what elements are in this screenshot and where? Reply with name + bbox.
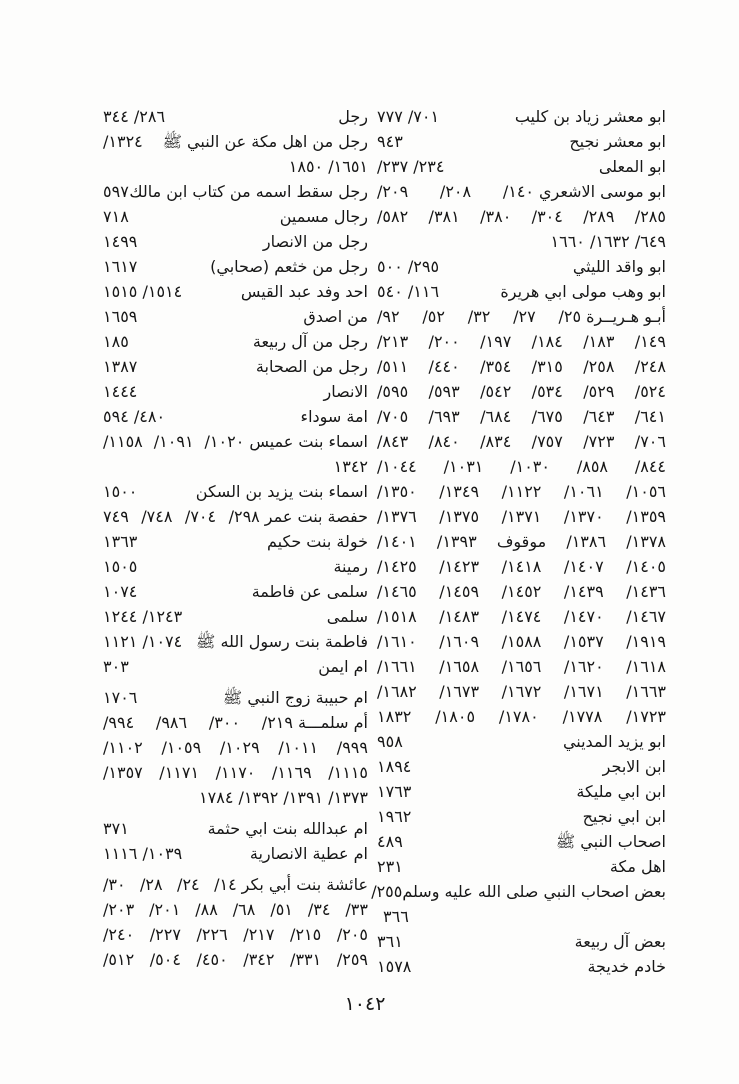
page-references: ٢٥٥/	[371, 882, 403, 901]
index-entry	[377, 279, 666, 304]
page-references: ١٦٦٣/ ١٦٧١/ ١٦٧٢/ ١٦٧٣/ ١٦٨٢/	[377, 682, 667, 701]
index-entry	[377, 104, 666, 129]
page-references: ٣٦٦	[383, 907, 409, 926]
index-entry-continuation	[377, 579, 666, 604]
entry-name: رمينة	[333, 557, 368, 576]
page-references: ١٩٦٢	[377, 807, 412, 826]
index-entry	[377, 804, 666, 829]
index-entry	[103, 179, 368, 204]
page-references: ١٣٧٣/ ١٣٩١/ ١٣٩٢/ ١٧٨٤	[199, 788, 368, 807]
index-entry	[377, 254, 666, 279]
index-entry	[103, 872, 368, 897]
page-references: ٢٥/ ٢٧/ ٣٢/ ٥٢/ ٩٢/	[377, 307, 582, 326]
page-references: ١٧٦٣	[377, 782, 412, 801]
index-entry	[103, 579, 368, 604]
page-references: ١٨٥	[103, 332, 129, 351]
page-references: ١٣٥٩/ ١٣٧٠/ ١٣٧١/ ١٣٧٥/ ١٣٧٦/	[377, 507, 667, 526]
index-entry	[377, 754, 666, 779]
entry-name: رجل من الصحابة	[255, 357, 368, 376]
page-references: ١٤٠٥/ ١٤٠٧/ ١٤١٨/ ١٤٢٣/ ١٤٢٥/	[377, 557, 667, 576]
entry-name: رجل سقط اسمه من كتاب ابن مالك	[129, 182, 368, 201]
index-entry	[103, 504, 368, 529]
page-references: ١٦٥٩	[103, 307, 138, 326]
entry-name: ابو معشر نجيح	[569, 132, 666, 151]
index-entry	[377, 304, 666, 329]
page-references: ٣٠٣	[103, 657, 129, 676]
index-entry	[103, 379, 368, 404]
index-entry-continuation	[377, 329, 666, 354]
entry-name: سلمى	[326, 607, 368, 626]
page-references: ١٥١٤/ ١٥١٥	[103, 282, 183, 301]
page-references: ١٩١٩/ ١٥٣٧/ ١٥٨٨/ ١٦٠٩/ ١٦١٠/	[377, 632, 667, 651]
index-entry	[103, 254, 368, 279]
page-references: ٩٤٣	[377, 132, 403, 151]
index-entry-continuation	[103, 947, 368, 972]
page-references: ٢٨٦/ ٣٤٤	[103, 107, 166, 126]
index-entry	[377, 954, 666, 979]
page-references: ١٠٢٠/ ١٠٩١/ ١١٥٨/	[103, 432, 245, 451]
entry-name: ابو يزيد المديني	[562, 732, 666, 751]
index-entry	[377, 179, 666, 204]
index-entry	[377, 929, 666, 954]
page-references: ١٥٠٠	[103, 482, 138, 501]
index-entry	[377, 129, 666, 154]
entry-name: رجل من آل ربيعة	[252, 332, 368, 351]
page-references: ٩٥٨	[377, 732, 403, 751]
index-entry-continuation	[377, 454, 666, 479]
page-references: ١٤٩/ ١٨٣/ ١٨٤/ ١٩٧/ ٢٠٠/ ٢١٣/	[377, 332, 666, 351]
entry-name: ابن ابي نجيح	[582, 807, 666, 826]
index-entry	[377, 154, 666, 179]
index-entry-continuation	[377, 679, 666, 704]
index-entry	[377, 854, 666, 879]
page-references: ١٣٦٣	[103, 532, 138, 551]
index-entry	[103, 279, 368, 304]
page-references: ١٤٣٦/ ١٤٣٩/ ١٤٥٢/ ١٤٥٩/ ١٤٦٥/	[377, 582, 667, 601]
index-entry-continuation	[103, 897, 368, 922]
index-entry-continuation	[377, 479, 666, 504]
entry-name: ابو واقد الليثي	[572, 257, 666, 276]
entry-name: ام حبيبة زوج النبي ﷺ	[222, 688, 368, 707]
page-references: ١٠٧٤/ ١١٢١	[103, 632, 183, 651]
page-references: ١٠٧٤	[103, 582, 138, 601]
page-references: ١٥٧٨	[377, 957, 412, 976]
page-references: ٣٦١	[377, 932, 403, 951]
entry-name: رجل من الانصار	[262, 232, 368, 251]
page-references: ٢٤٨/ ٢٥٨/ ٣١٥/ ٣٥٤/ ٤٤٠/ ٥١١/	[377, 357, 666, 376]
index-entry-continuation	[103, 454, 368, 479]
index-entry-continuation	[377, 904, 666, 929]
page-references: ١٤٦٧/ ١٤٧٠/ ١٤٧٤/ ١٤٨٣/ ١٥١٨/	[377, 607, 667, 626]
index-entry	[103, 685, 368, 710]
page-references: ٢٨٥/ ٢٨٩/ ٣٠٤/ ٣٨٠/ ٣٨١/ ٥٨٢/	[377, 207, 666, 226]
page-references: ١٥٠٥	[103, 557, 138, 576]
index-entry-continuation	[377, 379, 666, 404]
page-references: ١٨٩٤	[377, 757, 412, 776]
entry-name: اسماء بنت يزيد بن السكن	[195, 482, 368, 501]
page-references: ٢١٩/ ٣٠٠/ ٩٨٦/ ٩٩٤/	[103, 713, 293, 732]
index-entry	[103, 529, 368, 554]
page-references: ١٤/ ٢٤/ ٢٨/ ٣٠/	[103, 875, 237, 894]
page-references: ٩٩٩/ ١٠١١/ ١٠٢٩/ ١٠٥٩/ ١١٠٢/	[103, 738, 368, 757]
entry-name: خولة بنت حكيم	[267, 532, 368, 551]
page-references: ٨٤٤/ ٨٥٨/ ١٠٣٠/ ١٠٣١/ ١٠٤٤/	[377, 457, 667, 476]
page-references: ١٠٥٦/ ١٠٦١/ ١١٢٢/ ١٣٤٩/ ١٣٥٠/	[377, 482, 667, 501]
index-entry	[103, 429, 368, 454]
index-entry	[103, 329, 368, 354]
page-references: ١٣٢٤/	[103, 132, 143, 151]
index-entry	[103, 479, 368, 504]
page-references: ١١٦/ ٥٤٠	[377, 282, 440, 301]
entry-name: رجل من خثعم (صحابي)	[210, 257, 368, 276]
page-references: ١٤٩٩	[103, 232, 138, 251]
entry-name: اسماء بنت عميس	[249, 432, 368, 451]
page-references: ٤٨٠/ ٥٩٤	[103, 407, 166, 426]
page-references: ٤٨٩	[377, 832, 403, 851]
index-entry	[103, 104, 368, 129]
entry-name: الانصار	[323, 382, 368, 401]
index-entry-continuation	[377, 229, 666, 254]
entry-name: ابو وهب مولى ابي هريرة	[500, 282, 666, 301]
index-entry-continuation	[377, 654, 666, 679]
index-entry-continuation	[377, 554, 666, 579]
entry-name: امة سوداء	[300, 407, 368, 426]
index-entry	[103, 654, 368, 679]
index-entry	[371, 879, 666, 904]
page-references: ١١١٥/ ١١٦٩/ ١١٧٠/ ١١٧١/ ١٣٥٧/	[103, 763, 369, 782]
index-entry	[377, 779, 666, 804]
page-references: ١٣٨٧	[103, 357, 138, 376]
index-entry-continuation	[103, 922, 368, 947]
entry-name: ابن الابجر	[602, 757, 666, 776]
page-references: ١٦١٧	[103, 257, 138, 276]
entry-name: أم سلمـــة	[297, 713, 368, 732]
entry-name: ام ايمن	[318, 657, 368, 676]
index-entry	[103, 816, 368, 841]
page-references: ٣٣/ ٣٤/ ٥١/ ٦٨/ ٨٨/ ٢٠١/ ٢٠٣/	[103, 900, 368, 919]
index-entry-continuation	[377, 404, 666, 429]
page-references: ٢٩٥/ ٥٠٠	[377, 257, 440, 276]
index-entry	[103, 304, 368, 329]
index-entry-continuation	[377, 429, 666, 454]
index-entry-continuation	[377, 704, 666, 729]
index-entry	[103, 129, 368, 154]
index-entry-continuation	[377, 629, 666, 654]
page-references: ٢٥٩/ ٣٣١/ ٣٤٢/ ٤٥٠/ ٥٠٤/ ٥١٢/	[103, 950, 368, 969]
index-entry	[103, 710, 368, 735]
page-references: ١٠٣٩/ ١١١٦	[103, 844, 183, 863]
page-references: ١٧٠٦	[103, 688, 138, 707]
index-entry-continuation	[377, 354, 666, 379]
page-references: ٦٤٩/ ١٦٣٢/ ١٦٦٠	[550, 232, 666, 251]
page-references: ١٧٢٣/ ١٧٧٨/ ١٧٨٠/ ١٨٠٥/ ١٨٣٢	[377, 707, 666, 726]
entry-name: بعض آل ربيعة	[574, 932, 666, 951]
page-references: ٧١٨	[103, 207, 129, 226]
entry-name: فاطمة بنت رسول الله ﷺ	[196, 632, 368, 651]
entry-name: اهل مكة	[609, 857, 666, 876]
page-references: ٢٣١	[377, 857, 403, 876]
page-references: ٣٧١	[103, 819, 129, 838]
entry-name: ابو المعلى	[598, 157, 666, 176]
entry-name: رجل	[338, 107, 368, 126]
page-references: ٧٠٦/ ٧٢٣/ ٧٥٧/ ٨٣٤/ ٨٤٠/ ٨٤٣/	[377, 432, 666, 451]
entry-name: ابو معشر زياد بن كليب	[514, 107, 666, 126]
page-references: ٥٩٧	[103, 182, 129, 201]
index-entry-continuation	[103, 735, 368, 760]
page-references: ١٢٤٣/ ١٢٤٤	[103, 607, 183, 626]
index-entry	[377, 829, 666, 854]
index-entry-continuation	[377, 204, 666, 229]
index-entry	[377, 729, 666, 754]
index-entry-continuation	[377, 504, 666, 529]
entry-name: سلمى عن فاطمة	[251, 582, 368, 601]
page-references: ١٦٥١/ ١٨٥٠	[288, 157, 368, 176]
entry-name: رجل من اهل مكة عن النبي ﷺ	[162, 132, 368, 151]
page-references: ١٣٤٢	[333, 457, 368, 476]
entry-name: حفصة بنت عمر	[264, 507, 368, 526]
page-references: ٧٠١/ ٧٧٧	[377, 107, 440, 126]
entry-name: ابو موسى الاشعري	[539, 182, 666, 201]
index-column-left	[103, 104, 368, 972]
index-entry	[103, 404, 368, 429]
index-entry	[103, 229, 368, 254]
entry-name: أبـو هـريــرة	[586, 307, 666, 326]
entry-name: ام عطية الانصارية	[249, 844, 368, 863]
page-references: ٢٠٥/ ٢١٥/ ٢١٧/ ٢٢٦/ ٢٢٧/ ٢٤٠/	[103, 925, 368, 944]
entry-name: من اصدق	[303, 307, 368, 326]
page-references: ٦٤١/ ٦٤٣/ ٦٧٥/ ٦٨٤/ ٦٩٣/ ٧٠٥/	[377, 407, 666, 426]
entry-name: عائشة بنت أبي بكر	[241, 875, 368, 894]
index-entry	[103, 204, 368, 229]
entry-name: بعض اصحاب النبي صلى الله عليه وسلم	[402, 882, 666, 901]
index-entry	[103, 604, 368, 629]
page-references: ٥٢٤/ ٥٢٩/ ٥٣٤/ ٥٤٢/ ٥٩٣/ ٥٩٥/	[377, 382, 666, 401]
entry-name: اصحاب النبي ﷺ	[555, 832, 666, 851]
index-entry-continuation	[103, 785, 368, 810]
index-entry-continuation	[377, 529, 666, 554]
index-entry	[103, 554, 368, 579]
page-references: ١٤٤٤	[103, 382, 138, 401]
index-entry-continuation	[377, 604, 666, 629]
page-references: ٢٩٨/ ٧٠٤/ ٧٤٨/ ٧٤٩	[103, 507, 260, 526]
page-number: ١٠٤٢	[344, 993, 386, 1015]
page-references: ٢٣٤/ ٢٣٧/	[377, 157, 445, 176]
index-entry	[103, 354, 368, 379]
entry-name: احد وفد عبد القيس	[240, 282, 368, 301]
entry-name: ابن ابي مليكة	[576, 782, 666, 801]
entry-name: رجال مسمين	[279, 207, 368, 226]
page-references: ١٣٧٨/ ١٣٨٦/ موقوف ١٣٩٣/ ١٤٠١/	[377, 532, 666, 551]
entry-name: ام عبدالله بنت ابي حثمة	[207, 819, 368, 838]
page-references: ١٤٠/ ٢٠٨/ ٢٠٩/	[377, 182, 535, 201]
index-column-right	[371, 104, 667, 979]
page-references: ١٦١٨/ ١٦٢٠/ ١٦٥٦/ ١٦٥٨/ ١٦٦١/	[377, 657, 667, 676]
index-entry-continuation	[103, 760, 368, 785]
index-entry-continuation	[103, 154, 368, 179]
entry-name: خادم خديجة	[587, 957, 666, 976]
index-entry	[103, 841, 368, 866]
index-entry	[103, 629, 368, 654]
